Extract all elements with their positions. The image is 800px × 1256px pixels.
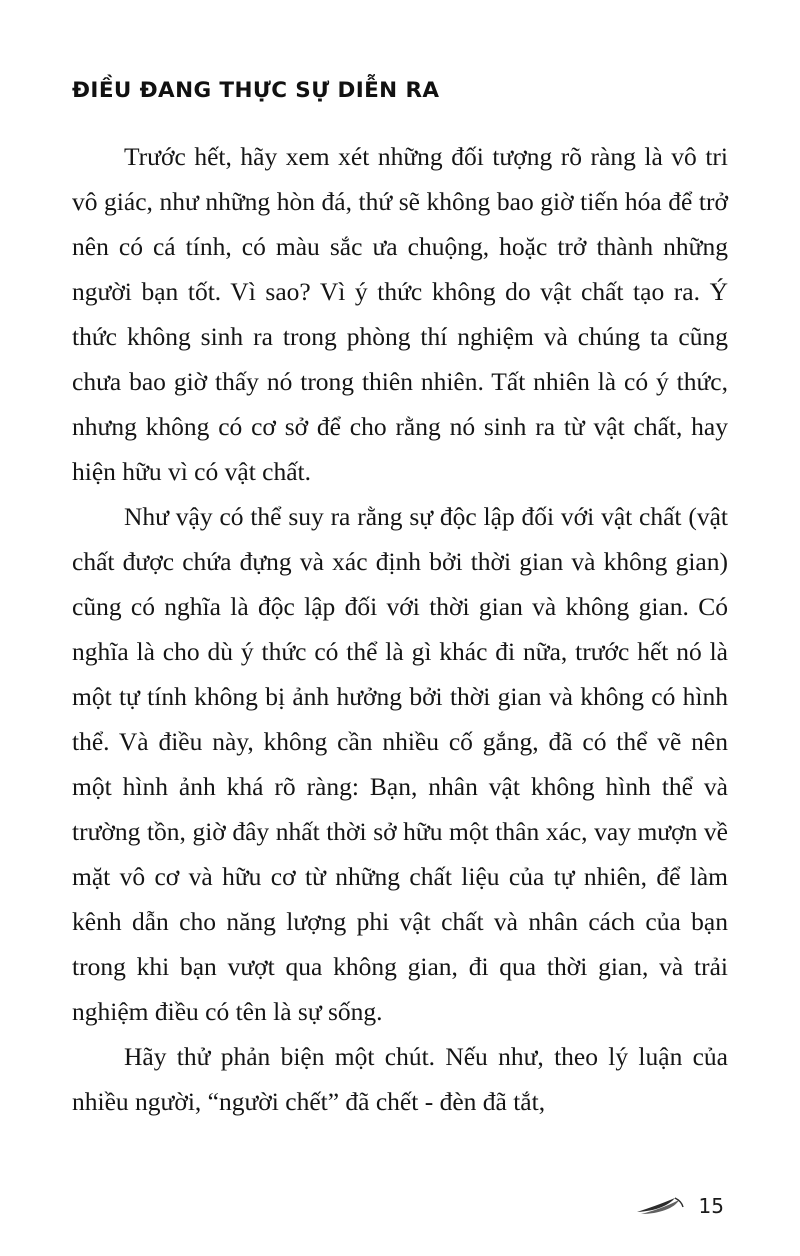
leaf-ornament-icon (635, 1195, 687, 1217)
page-footer (0, 1186, 800, 1226)
chapter-heading: ĐIỀU ĐANG THỰC SỰ DIỄN RA (72, 78, 440, 103)
paragraph-2: Như vậy có thể suy ra rằng sự độc lập đối với vật chất (vật chất được chứa đựng và xác định bởi thời gian và không gian) cũng có nghĩa là độc lập đối với thời gian và không gian. Có nghĩa là cho dù ý thức có thể là gì khác đi nữa, trước hết nó là một tự tính không bị ảnh hưởng bởi thời gian và không có hình thể. Và điều này, không cần nhiều cố gắng, đã có thể vẽ nên một hình ảnh khá rõ ràng: Bạn, nhân vật không hình thể và trường tồn, giờ đây nhất thời sở hữu một thân xác, vay mượn về mặt vô cơ và hữu cơ từ những chất liệu của tự nhiên, để làm kênh dẫn cho năng lượng phi vật chất và nhân cách của bạn trong khi bạn vượt qua không gian, đi qua thời gian, và trải nghiệm điều có tên là sự sống. (72, 501, 728, 1026)
paragraph-1: Trước hết, hãy xem xét những đối tượng rõ ràng là vô tri vô giác, như những hòn đá, thứ sẽ không bao giờ tiến hóa để trở nên có cá tính, có màu sắc ưa chuộng, hoặc trở thành những người bạn tốt. Vì sao? Vì ý thức không do vật chất tạo ra. Ý thức không sinh ra trong phòng thí nghiệm và chúng ta cũng chưa bao giờ thấy nó trong thiên nhiên. Tất nhiên là có ý thức, nhưng không có cơ sở để cho rằng nó sinh ra từ vật chất, hay hiện hữu vì có vật chất. (72, 141, 728, 486)
body-text (72, 134, 728, 1124)
paragraph-3: Hãy thử phản biện một chút. Nếu như, theo lý luận của nhiều người, “người chết” đã chết - đèn đã tắt, (72, 1041, 728, 1116)
page-number: 15 (698, 1194, 724, 1218)
